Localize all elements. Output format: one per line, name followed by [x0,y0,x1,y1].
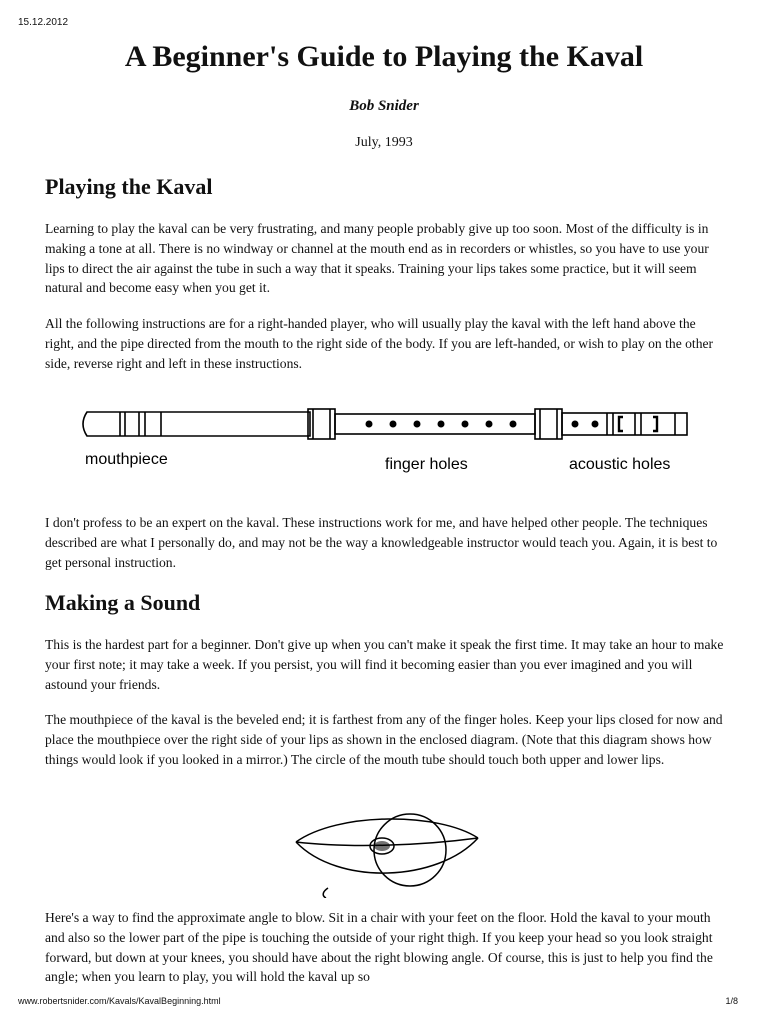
paragraph: Learning to play the kaval can be very frustrating, and many people probably give up too soon. Most of the difficulty is in making a tone at all. There is no windway or channel at the mouth end as in recorders or whistles, so you have to use your lips to direct the air against the tube in such a way that it speaks. Training your lips takes some practice, but it will seem natural and become easy when you get it. [45,221,709,296]
section-heading-making-sound: Making a Sound [45,590,201,615]
label-acoustic-holes: acoustic holes [569,456,671,473]
paragraph: The mouthpiece of the kaval is the beveled end; it is farthest from any of the finger holes. Keep your lips closed for now and place the mouthpiece over the right side of your lips as shown in the enclosed diagram. (Note that this diagram shows how things would look if you looked in a mirror.) The circle of the mouth tube should touch both upper and lower lips. [45,712,723,767]
paragraph: I don't profess to be an expert on the kaval. These instructions work for me, and have helped other people. The techniques described are what I personally do, and may not be the way a knowledgeable instructor would teach you. Again, it is best to get personal instruction. [45,515,718,570]
label-mouthpiece: mouthpiece [85,451,168,468]
finger-holes-group [366,421,599,428]
lips-diagram [288,808,488,898]
author: Bob Snider [349,98,419,114]
section-heading-playing: Playing the Kaval [45,174,213,199]
paragraph: This is the hardest part for a beginner. Don't give up when you can't make it speak the first time. It may take an hour to make your first note; it may take a week. If you persist, you will find it becoming easier than you ever imagined and you will astound your friends. [45,637,724,692]
label-finger-holes: finger holes [385,456,468,473]
page-title: A Beginner's Guide to Playing the Kaval [124,40,644,73]
publication-date: July, 1993 [355,135,413,150]
footer-url[interactable]: www.robertsnider.com/Kavals/KavalBeginning.html [18,996,221,1006]
page-number: 1/8 [725,996,738,1006]
print-date: 15.12.2012 [18,17,69,28]
paragraph: Here's a way to find the approximate angle to blow. Sit in a chair with your feet on the floor. Hold the kaval to your mouth and also so the lower part of the pipe is touching the outside of your right thigh. If you keep your head so you look straight forward, but down at your knees, you should have about the right blowing angle. Of course, this is just to help you find the angle; when you learn to play, you will hold the kaval up so [45,910,713,985]
acoustic-holes-group [619,417,657,431]
paragraph: All the following instructions are for a right-handed player, who will usually play the kaval with the left hand above the right, and the pipe directed from the mouth to the right side of the body. If you are left-handed, or wish to play on the other side, reverse right and left in these instructions. [45,316,714,371]
kaval-diagram [75,400,695,480]
kaval-mouthpiece-end [83,412,310,436]
